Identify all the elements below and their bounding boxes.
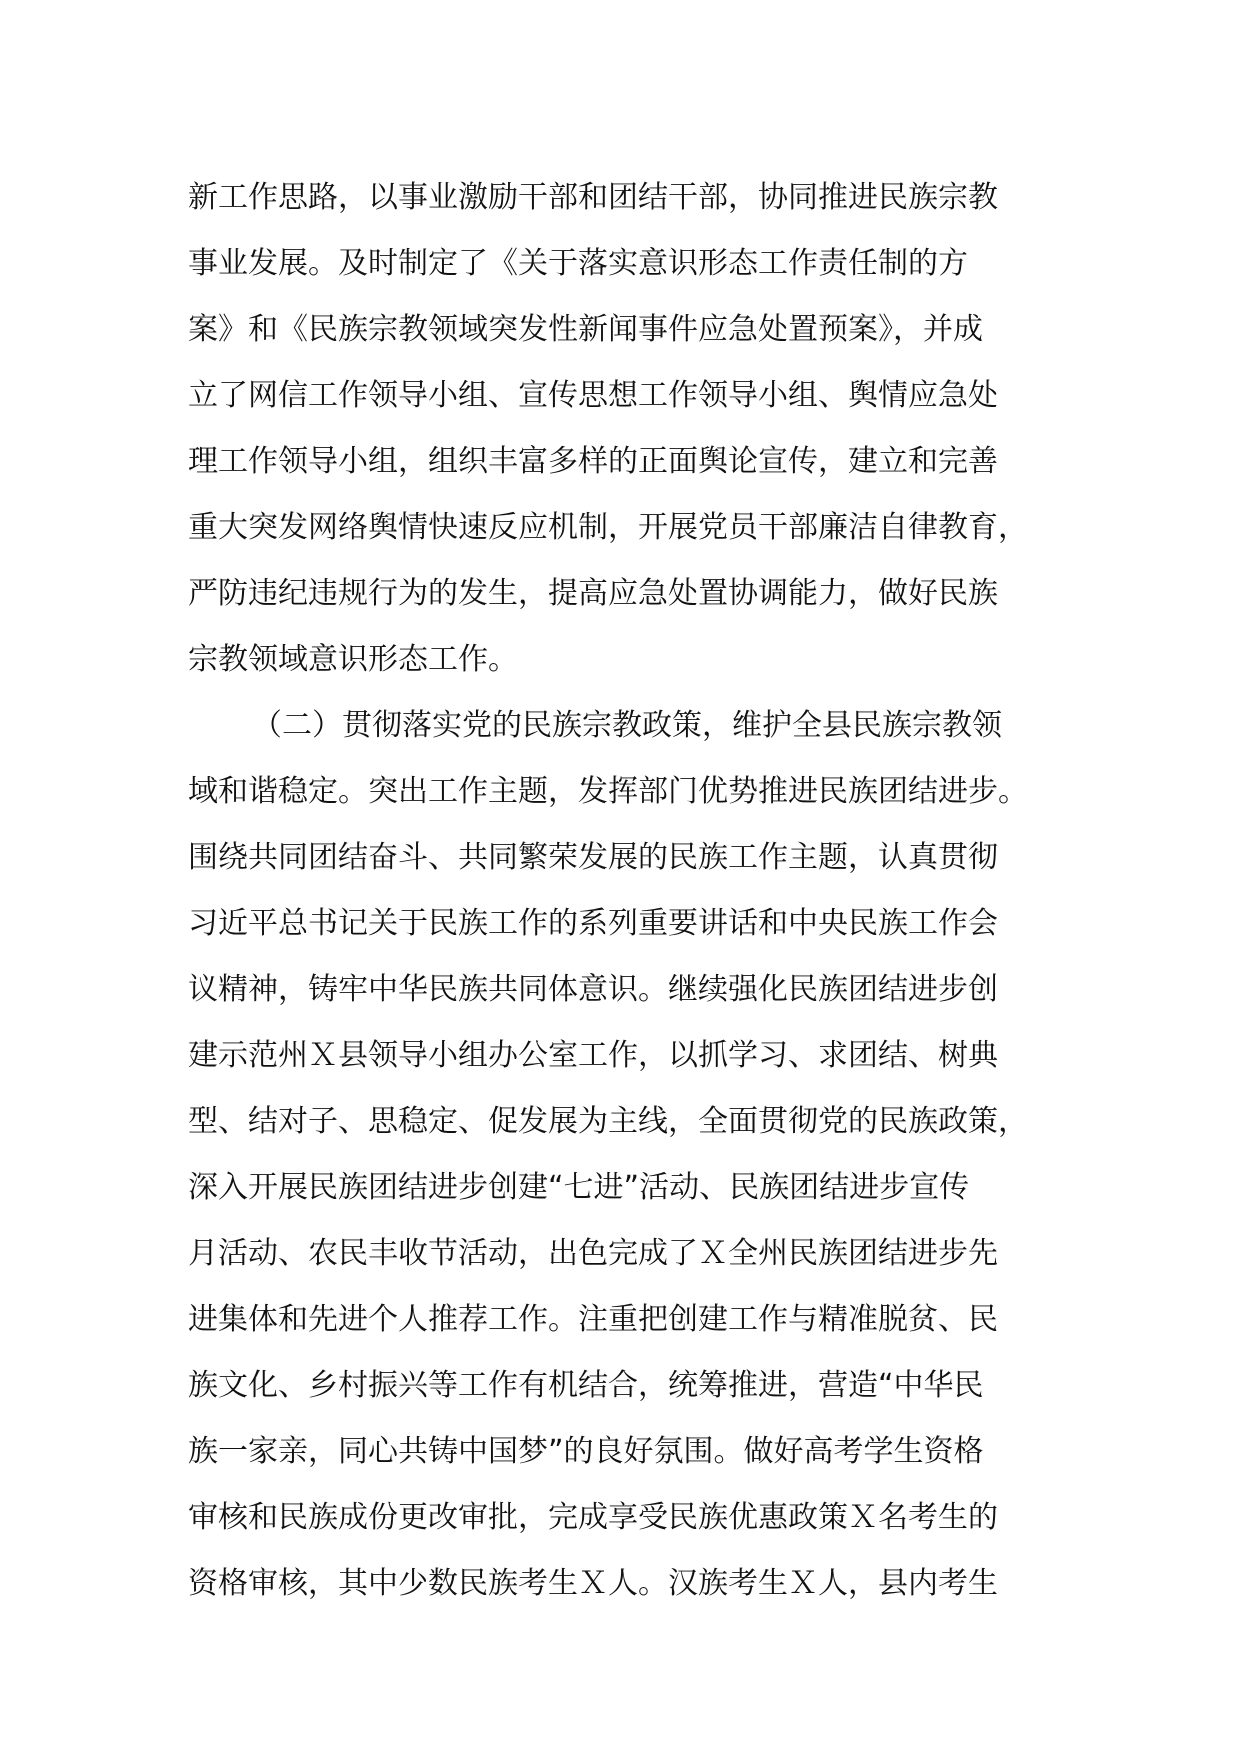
text-line: 资格审核，其中少数民族考生Ｘ人。汉族考生Ｘ人，县内考生	[188, 1566, 998, 1601]
section-heading-line: （二）贯彻落实党的民族宗教政策，维护全县民族宗教领	[252, 708, 1002, 743]
text-line: 型、结对子、思稳定、促发展为主线，全面贯彻党的民族政策，	[188, 1104, 1028, 1139]
text-line: 立了网信工作领导小组、宣传思想工作领导小组、舆情应急处	[188, 378, 998, 413]
text-line: 严防违纪违规行为的发生，提高应急处置协调能力，做好民族	[188, 576, 998, 611]
text-line: 审核和民族成份更改审批，完成享受民族优惠政策Ｘ名考生的	[188, 1500, 998, 1535]
text-line: 域和谐稳定。突出工作主题，发挥部门优势推进民族团结进步。	[188, 774, 1028, 809]
text-line: 族文化、乡村振兴等工作有机结合，统筹推进，营造“中华民	[188, 1368, 984, 1403]
text-line: 新工作思路，以事业激励干部和团结干部，协同推进民族宗教	[188, 180, 998, 215]
text-line: 族一家亲，同心共铸中国梦”的良好氛围。做好高考学生资格	[188, 1434, 984, 1469]
text-line: 议精神，铸牢中华民族共同体意识。继续强化民族团结进步创	[188, 972, 998, 1007]
text-line: 进集体和先进个人推荐工作。注重把创建工作与精准脱贫、民	[188, 1302, 998, 1337]
text-line: 深入开展民族团结进步创建“七进”活动、民族团结进步宣传	[188, 1170, 970, 1205]
text-line: 围绕共同团结奋斗、共同繁荣发展的民族工作主题，认真贯彻	[188, 840, 998, 875]
text-line: 案》和《民族宗教领域突发性新闻事件应急处置预案》，并成	[188, 312, 983, 347]
text-line: 理工作领导小组，组织丰富多样的正面舆论宣传，建立和完善	[188, 444, 998, 479]
text-line: 事业发展。及时制定了《关于落实意识形态工作责任制的方	[188, 246, 968, 281]
body-text	[188, 165, 1088, 1617]
text-line: 月活动、农民丰收节活动，出色完成了Ｘ全州民族团结进步先	[188, 1236, 998, 1271]
text-line: 重大突发网络舆情快速反应机制，开展党员干部廉洁自律教育，	[188, 510, 1028, 545]
text-line: 宗教领域意识形态工作。	[188, 642, 518, 677]
text-line: 建示范州Ｘ县领导小组办公室工作，以抓学习、求团结、树典	[188, 1038, 998, 1073]
text-line: 习近平总书记关于民族工作的系列重要讲话和中央民族工作会	[188, 906, 998, 941]
